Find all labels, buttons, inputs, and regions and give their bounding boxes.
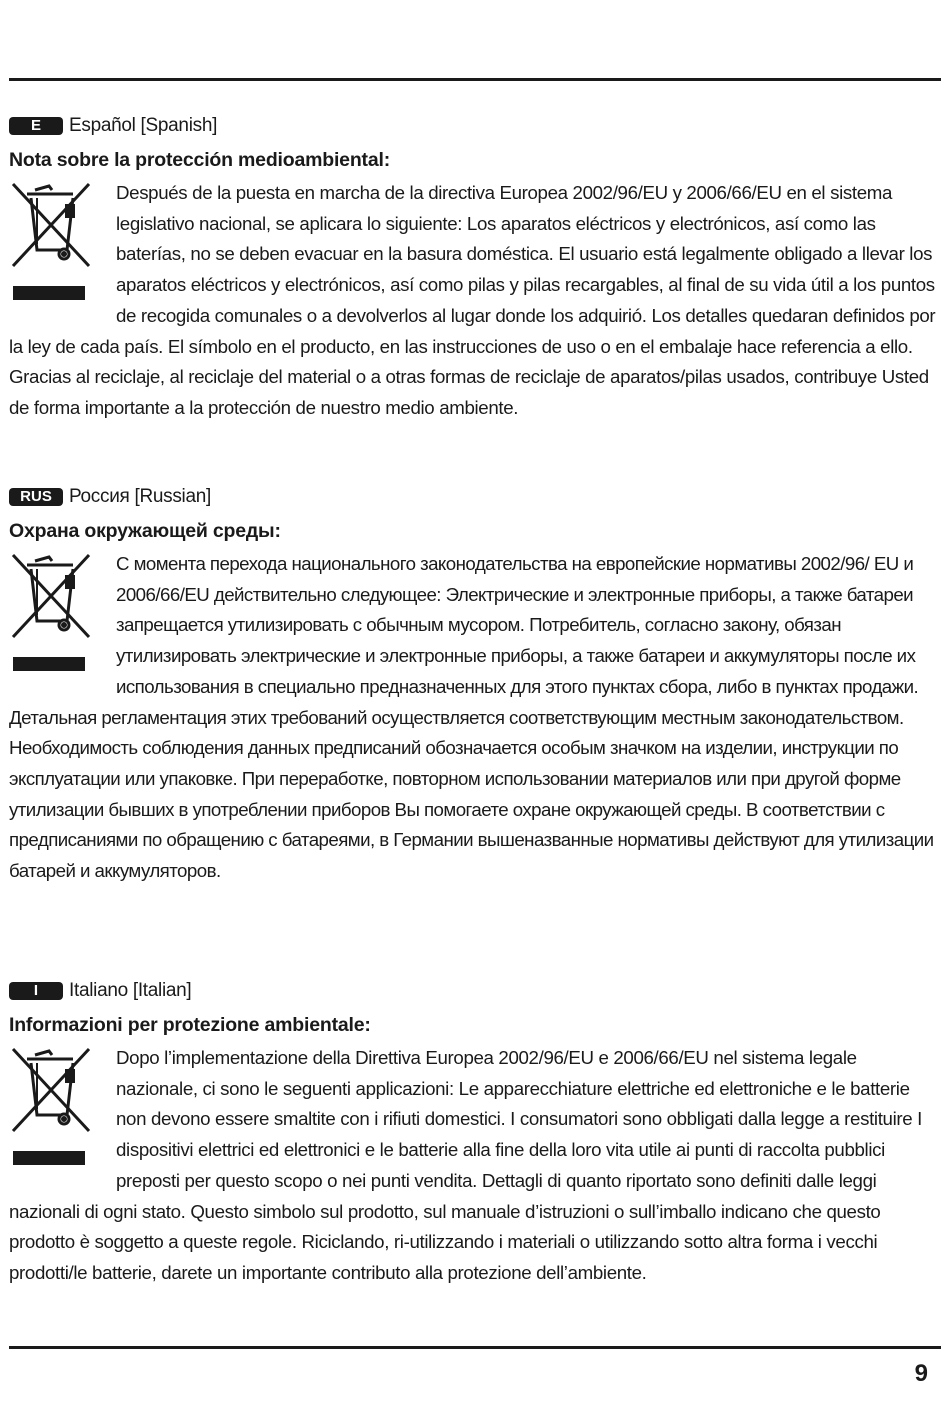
section-body	[9, 1043, 941, 1289]
section-body	[9, 549, 941, 887]
page-number: 9	[914, 1360, 928, 1387]
bottom-rule	[9, 1346, 941, 1349]
crossed-out-wheelie-bin-icon	[9, 549, 95, 679]
language-header	[9, 113, 941, 139]
section-text: С момента перехода национального законодательства на европейские нормативы 2002/96/ EU и 2006/66/EU действительно следующее: Электрические и электронные приборы, а также батареи запрещается утилизировать с обычным мусором. Потребитель, согласно закону, обязан утилизировать электрические и электронные приборы, а также батареи и аккумуляторы после их использования в специально предназначенных для этого пунктах сбора, либо в пунктах продажи. Детальная регламентация этих требований осуществляется соответствующим местным законодательством. Необходимость соблюдения данных предписаний обозначается особым значком на изделии, инструкции по эксплуатации или упаковке. При переработке, повторном использовании материалов или при другой форме утилизации бывших в употреблении приборов Вы помогаете охране окружающей среды. В соответствии с предписаниями по обращению с батареями, в Германии вышеназванные нормативы действуют для утилизации батарей и аккумуляторов.	[9, 553, 934, 882]
language-header	[9, 978, 941, 1004]
section-spanish	[9, 113, 941, 424]
section-text: Dopo l’implementazione della Direttiva Europea 2002/96/EU e 2006/66/EU nel sistema legale nazionale, ci sono le seguenti applicazioni: Le apparecchiature elettriche ed elettroniche e le batterie non devono essere smaltite con i rifiuti domestici. I consumatori sono obbligati dalla legge a restituire I dispositivi elettrici ed elettronici e le batterie alla fine della loro vita utile ai punti di raccolta pubblici preposti per questo scopo o nei punti vendita. Dettagli di quanto riportato sono definiti dalle leggi nazionali di ogni stato. Questo simbolo sul prodotto, sul manuale d’istruzioni o sull’imballo indicano che questo prodotto è soggetto a queste regole. Riciclando, ri-utilizzando i materiali o utilizzando sotto altra forma i vecchi prodotti/le batterie, darete un importante contributo alla protezione dell’ambiente.	[9, 1047, 923, 1283]
section-heading: Informazioni per protezione ambientale:	[9, 1014, 371, 1036]
language-badge: RUS	[9, 488, 63, 506]
crossed-out-wheelie-bin-icon	[9, 178, 95, 308]
crossed-out-wheelie-bin-icon	[9, 1043, 95, 1173]
top-rule	[9, 78, 941, 81]
language-name: Español [Spanish]	[69, 115, 218, 136]
section-body	[9, 178, 941, 424]
language-badge: I	[9, 982, 63, 1000]
section-text: Después de la puesta en marcha de la directiva Europea 2002/96/EU y 2006/66/EU en el sistema legislativo nacional, se aplicara lo siguiente: Los aparatos eléctricos y electrónicos, así como las baterías, no se deben evacuar en la basura doméstica. El usuario está legalmente obligado a llevar los aparatos eléctricos y electrónicos, así como pilas y pilas recargables, al final de su vida útil a los puntos de recogida comunales o a devolverlos al lugar donde los adquirió. Los detalles quedaran definidos por la ley de cada país. El símbolo en el producto, en las instrucciones de uso o en el embalaje hace referencia a ello. Gracias al reciclaje, al reciclaje del material o a otras formas de reciclaje de aparatos/pilas usados, contribuye Usted de forma importante a la protección de nuestro medio ambiente.	[9, 182, 936, 418]
language-header	[9, 484, 941, 510]
language-name: Россия [Russian]	[69, 486, 211, 507]
section-italian	[9, 978, 941, 1289]
language-badge: E	[9, 117, 63, 135]
section-heading: Охрана окружающей среды:	[9, 520, 281, 542]
section-russian	[9, 484, 941, 887]
section-heading: Nota sobre la protección medioambiental:	[9, 149, 390, 171]
language-name: Italiano [Italian]	[69, 980, 192, 1001]
